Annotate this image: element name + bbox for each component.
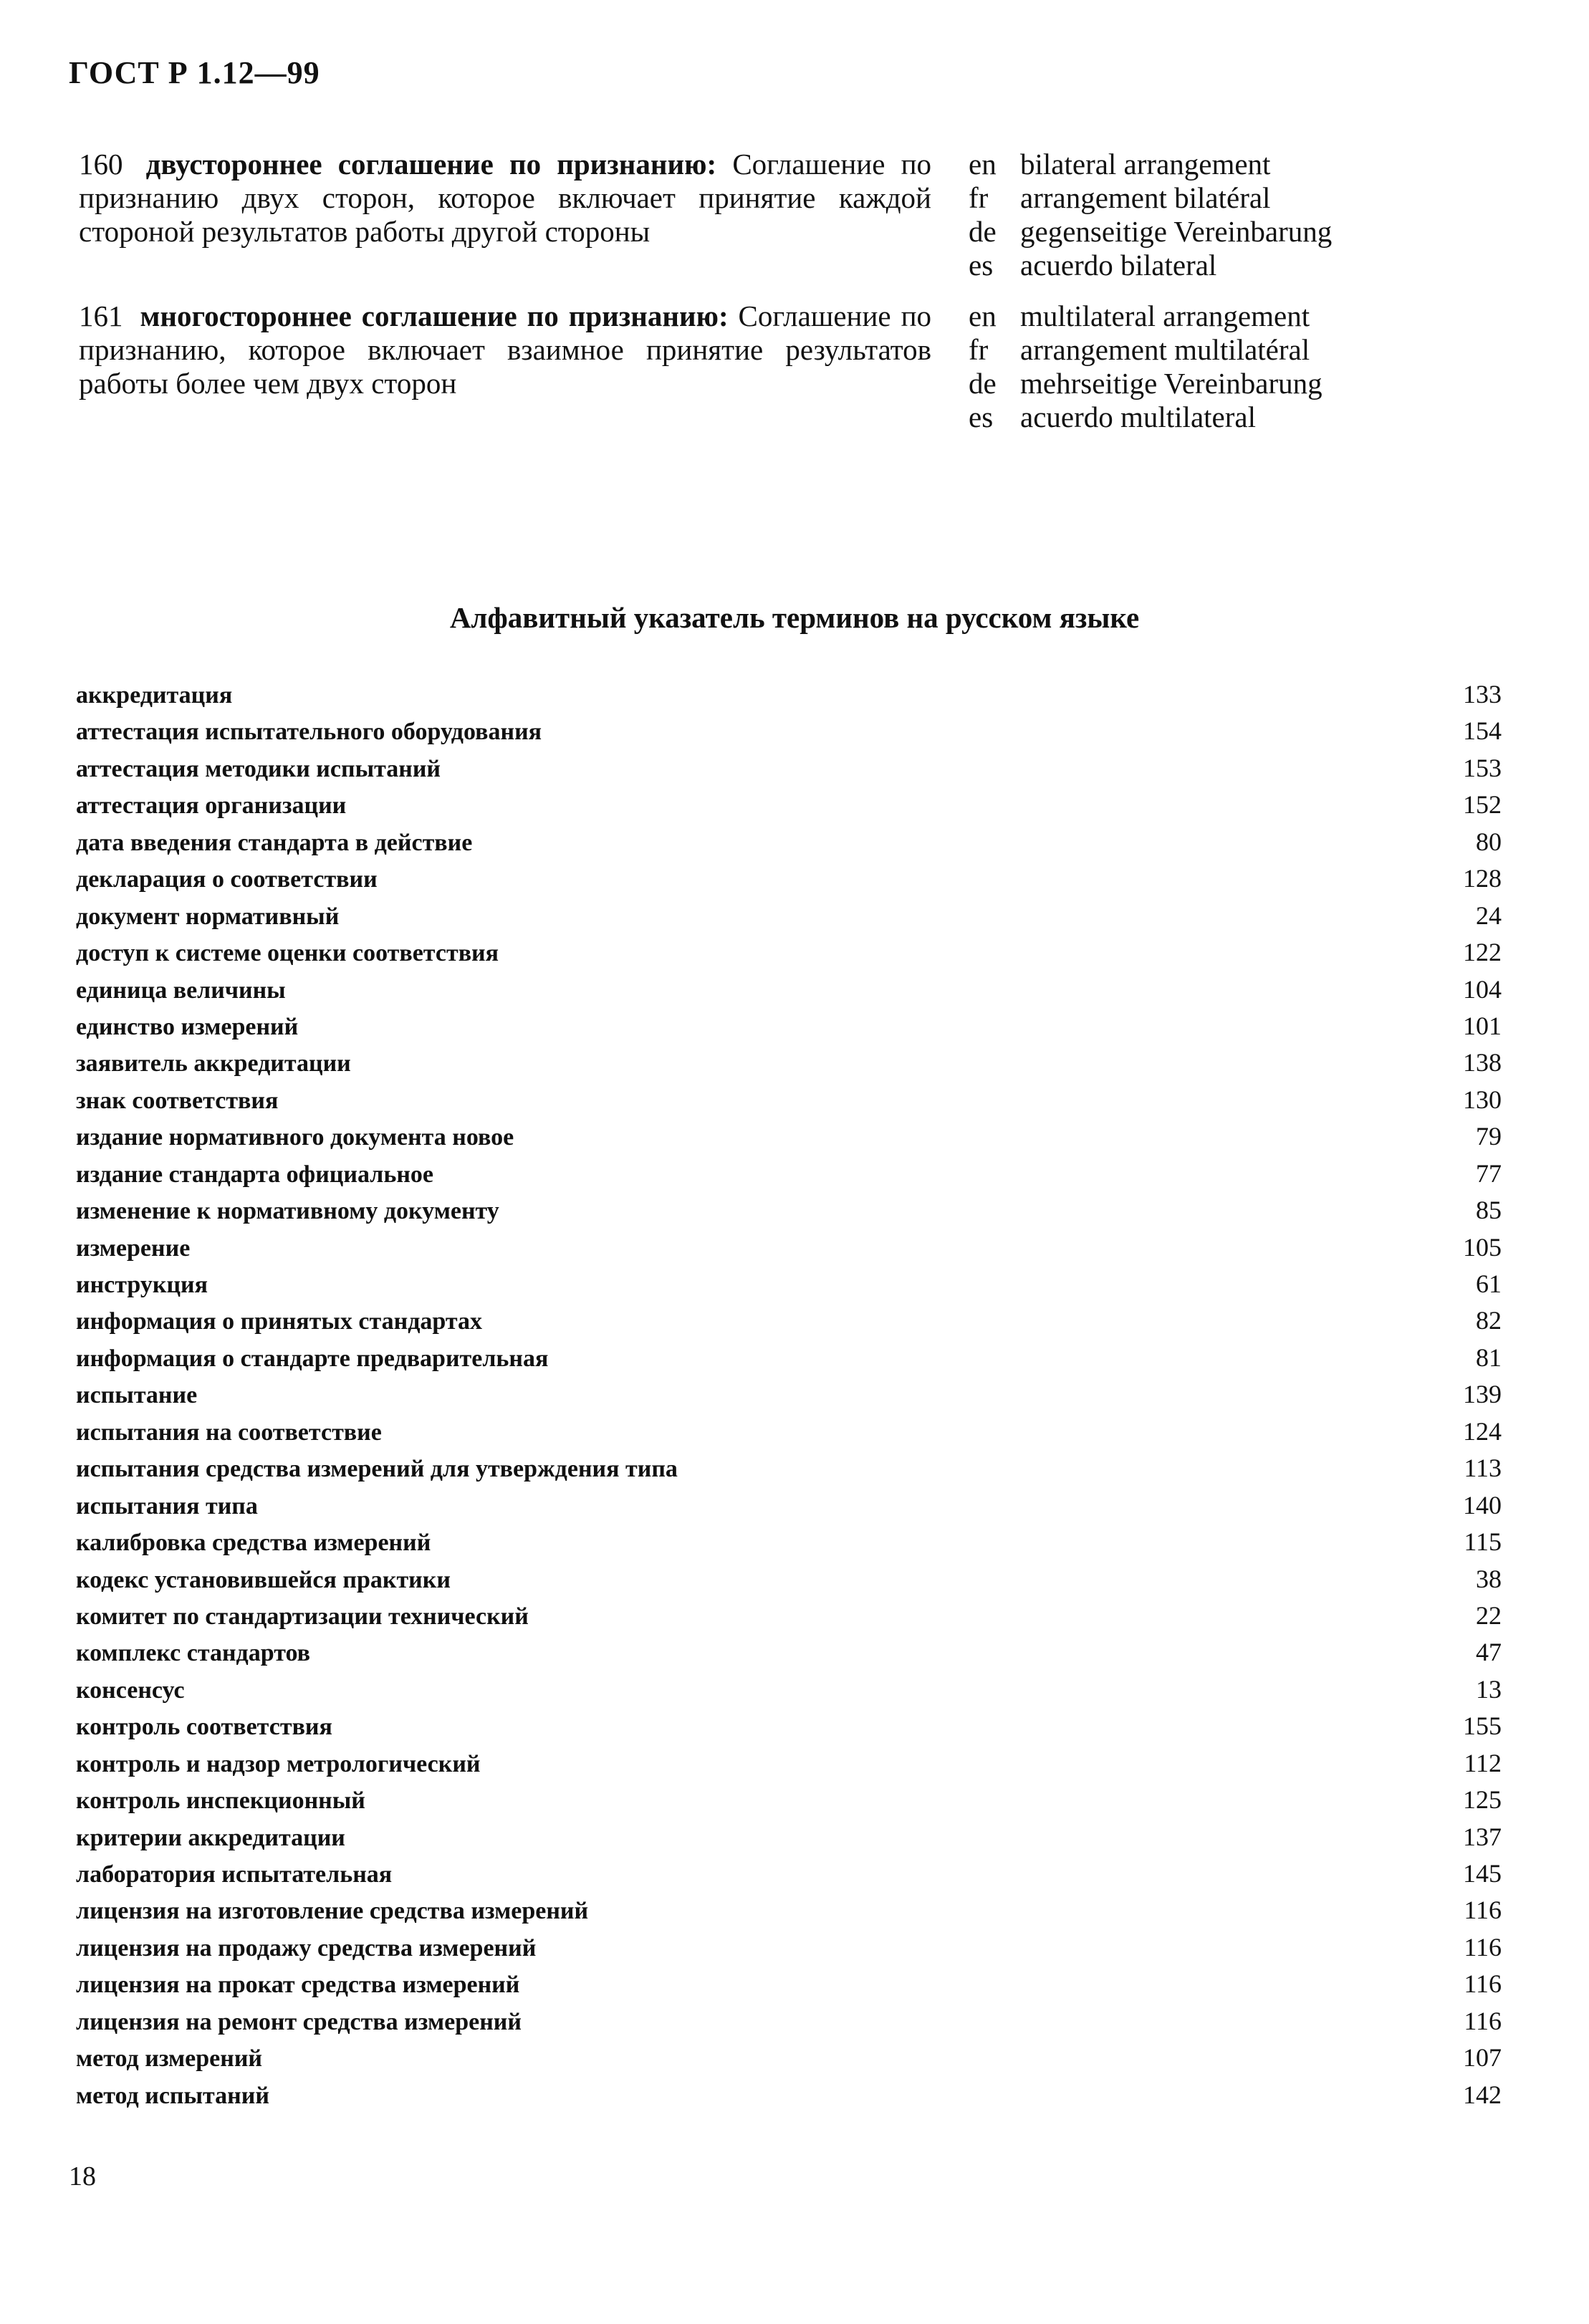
index-term: знак соответствия [76, 1087, 279, 1114]
index-term: метод испытаний [76, 2082, 269, 2109]
index-page: 81 [1476, 1343, 1502, 1372]
equivalent-text: arrangement multilatéral [1020, 333, 1310, 366]
equivalent-row [969, 400, 1542, 434]
index-page: 140 [1463, 1490, 1502, 1519]
index-term: аттестация организации [76, 792, 347, 820]
index-entry [76, 901, 1502, 937]
index-entry [76, 1453, 1502, 1489]
term-number: 160 [79, 148, 123, 181]
index-entry [76, 1637, 1502, 1674]
index-entry [76, 1490, 1502, 1527]
index-term: испытания на соответствие [76, 1418, 382, 1446]
index-entry [76, 1858, 1502, 1895]
index-term: аккредитация [76, 682, 233, 709]
index-list [76, 679, 1502, 2116]
index-term: консенсус [76, 1676, 185, 1704]
index-term: лицензия на ремонт средства измерений [76, 2008, 522, 2035]
lang-code: de [969, 215, 997, 248]
equivalent-text: acuerdo bilateral [1020, 249, 1217, 282]
index-term: дата введения стандарта в действие [76, 829, 473, 856]
index-page: 47 [1476, 1638, 1502, 1667]
lang-code: fr [969, 181, 989, 214]
index-page: 153 [1463, 753, 1502, 782]
index-entry [76, 1085, 1502, 1121]
index-term: испытание [76, 1382, 198, 1409]
index-term: аттестация методики испытаний [76, 755, 441, 782]
term-161-equivalents [969, 299, 1542, 434]
index-entry [76, 1564, 1502, 1600]
index-term: калибровка средства измерений [76, 1530, 431, 1557]
index-entry [76, 716, 1502, 752]
index-term: метод измерений [76, 2045, 263, 2073]
index-page: 82 [1476, 1306, 1502, 1335]
index-page: 85 [1476, 1196, 1502, 1225]
index-entry [76, 1895, 1502, 1931]
index-page: 107 [1463, 2043, 1502, 2073]
index-term: инструкция [76, 1272, 208, 1298]
term-definition: Соглашение по признанию двух сторон, которое включает принятие каждой стороной результатов работы другой стороны [79, 148, 932, 248]
index-entry [76, 1674, 1502, 1711]
index-page: 125 [1463, 1785, 1502, 1815]
index-entry [76, 1269, 1502, 1305]
index-term: критерии аккредитации [76, 1824, 345, 1851]
index-page: 130 [1463, 1085, 1502, 1114]
equivalent-text: gegenseitige Vereinbarung [1020, 215, 1333, 248]
index-term: комплекс стандартов [76, 1640, 310, 1667]
index-term: изменение к нормативному документу [76, 1198, 499, 1225]
index-page: 61 [1476, 1269, 1502, 1298]
index-term: документ нормативный [76, 903, 340, 930]
equivalent-text: mehrseitige Vereinbarung [1020, 367, 1322, 400]
index-entry [76, 789, 1502, 826]
index-page: 155 [1463, 1711, 1502, 1741]
term-160 [79, 148, 931, 249]
term-name: двустороннее соглашение по признанию: [145, 148, 717, 181]
index-page: 116 [1464, 1896, 1502, 1925]
index-entry [76, 1305, 1502, 1342]
index-entry [76, 1527, 1502, 1563]
index-page: 77 [1476, 1158, 1502, 1188]
index-page: 137 [1463, 1822, 1502, 1851]
index-page: 13 [1476, 1674, 1502, 1704]
index-term: лаборатория испытательная [76, 1861, 393, 1888]
index-entry [76, 1969, 1502, 2005]
index-page: 24 [1476, 901, 1502, 930]
index-page: 105 [1463, 1232, 1502, 1262]
term-160-equivalents [969, 148, 1542, 282]
index-term: комитет по стандартизации технический [76, 1603, 529, 1630]
index-entry [76, 1047, 1502, 1084]
index-page: 133 [1463, 680, 1502, 709]
term-161 [79, 299, 931, 400]
index-term: испытания средства измерений для утверждения типа [76, 1456, 678, 1483]
term-number: 161 [79, 299, 123, 332]
equivalent-row [969, 367, 1542, 400]
index-page: 116 [1464, 1932, 1502, 1962]
index-term: издание стандарта официальное [76, 1161, 434, 1188]
equivalent-row [969, 215, 1542, 249]
equivalent-row [969, 148, 1542, 181]
index-term: контроль и надзор метрологический [76, 1750, 481, 1777]
index-term: измерение [76, 1234, 191, 1262]
index-entry [76, 1785, 1502, 1821]
index-page: 115 [1464, 1527, 1502, 1557]
index-title: Алфавитный указатель терминов на русском языке [449, 601, 1140, 634]
index-entry [76, 1711, 1502, 1747]
index-entry [76, 1416, 1502, 1453]
index-entry [76, 2006, 1502, 2042]
lang-code: en [969, 299, 997, 332]
index-entry [76, 1343, 1502, 1379]
index-entry [76, 937, 1502, 974]
equivalent-row [969, 181, 1542, 215]
lang-code: de [969, 367, 997, 400]
equivalent-row [969, 299, 1542, 333]
equivalent-row [969, 333, 1542, 367]
index-term: кодекс установившейся практики [76, 1566, 451, 1593]
index-page: 112 [1464, 1748, 1502, 1777]
term-name: многостороннее соглашение по признанию: [140, 299, 729, 332]
index-entry [76, 1822, 1502, 1858]
equivalent-text: acuerdo multilateral [1020, 400, 1256, 433]
index-term: издание нормативного документа новое [76, 1124, 514, 1151]
index-entry [76, 863, 1502, 900]
index-page: 122 [1463, 938, 1502, 967]
index-entry [76, 1379, 1502, 1416]
index-page: 79 [1476, 1122, 1502, 1151]
index-term: лицензия на изготовление средства измерений [76, 1898, 589, 1925]
equivalent-text: arrangement bilatéral [1020, 181, 1271, 214]
index-page: 128 [1463, 864, 1502, 893]
index-entry [76, 1121, 1502, 1158]
index-entry [76, 1232, 1502, 1269]
index-page: 80 [1476, 827, 1502, 856]
lang-code: es [969, 249, 994, 282]
index-page: 116 [1464, 1969, 1502, 1999]
index-page: 152 [1463, 790, 1502, 820]
index-page: 139 [1463, 1380, 1502, 1409]
index-page: 124 [1463, 1416, 1502, 1446]
lang-code: fr [969, 333, 989, 366]
index-page: 113 [1464, 1454, 1502, 1483]
index-term: контроль инспекционный [76, 1787, 365, 1815]
index-term: декларация о соответствии [76, 866, 378, 893]
lang-code: es [969, 400, 994, 433]
index-entry [76, 1600, 1502, 1637]
index-term: доступ к системе оценки соответствия [76, 940, 499, 967]
index-entry [76, 2080, 1502, 2116]
index-term: единство измерений [76, 1013, 299, 1040]
index-term: лицензия на продажу средства измерений [76, 1934, 537, 1962]
index-term: аттестация испытательного оборудования [76, 719, 542, 746]
document-header: ГОСТ Р 1.12—99 [69, 55, 320, 90]
index-entry [76, 1932, 1502, 1969]
equivalent-text: bilateral arrangement [1020, 148, 1271, 181]
index-page: 116 [1464, 2006, 1502, 2035]
index-term: контроль соответствия [76, 1714, 332, 1741]
index-page: 22 [1476, 1600, 1502, 1630]
index-page: 101 [1463, 1011, 1502, 1040]
term-definition: Соглашение по признанию, которое включает взаимное принятие результатов работы более чем двух сторон [79, 299, 932, 400]
index-term: информация о стандарте предварительная [76, 1345, 549, 1372]
index-entry [76, 2042, 1502, 2079]
index-page: 154 [1463, 716, 1502, 746]
index-page: 142 [1463, 2080, 1502, 2109]
index-term: единица величины [76, 976, 286, 1004]
index-page: 104 [1463, 974, 1502, 1004]
index-entry [76, 1158, 1502, 1195]
index-term: заявитель аккредитации [76, 1050, 351, 1077]
equivalent-row [969, 249, 1542, 282]
index-page: 145 [1463, 1859, 1502, 1888]
lang-code: en [969, 148, 997, 181]
index-entry [76, 827, 1502, 863]
index-term: лицензия на прокат средства измерений [76, 1972, 520, 1999]
index-entry [76, 679, 1502, 716]
index-page: 38 [1476, 1564, 1502, 1593]
index-term: испытания типа [76, 1492, 258, 1519]
index-entry [76, 1195, 1502, 1231]
index-entry [76, 1748, 1502, 1785]
index-term: информация о принятых стандартах [76, 1308, 482, 1335]
index-entry [76, 753, 1502, 789]
equivalent-text: multilateral arrangement [1020, 299, 1310, 332]
page-number: 18 [69, 2161, 96, 2191]
index-entry [76, 974, 1502, 1011]
index-page: 138 [1463, 1048, 1502, 1077]
index-entry [76, 1011, 1502, 1047]
